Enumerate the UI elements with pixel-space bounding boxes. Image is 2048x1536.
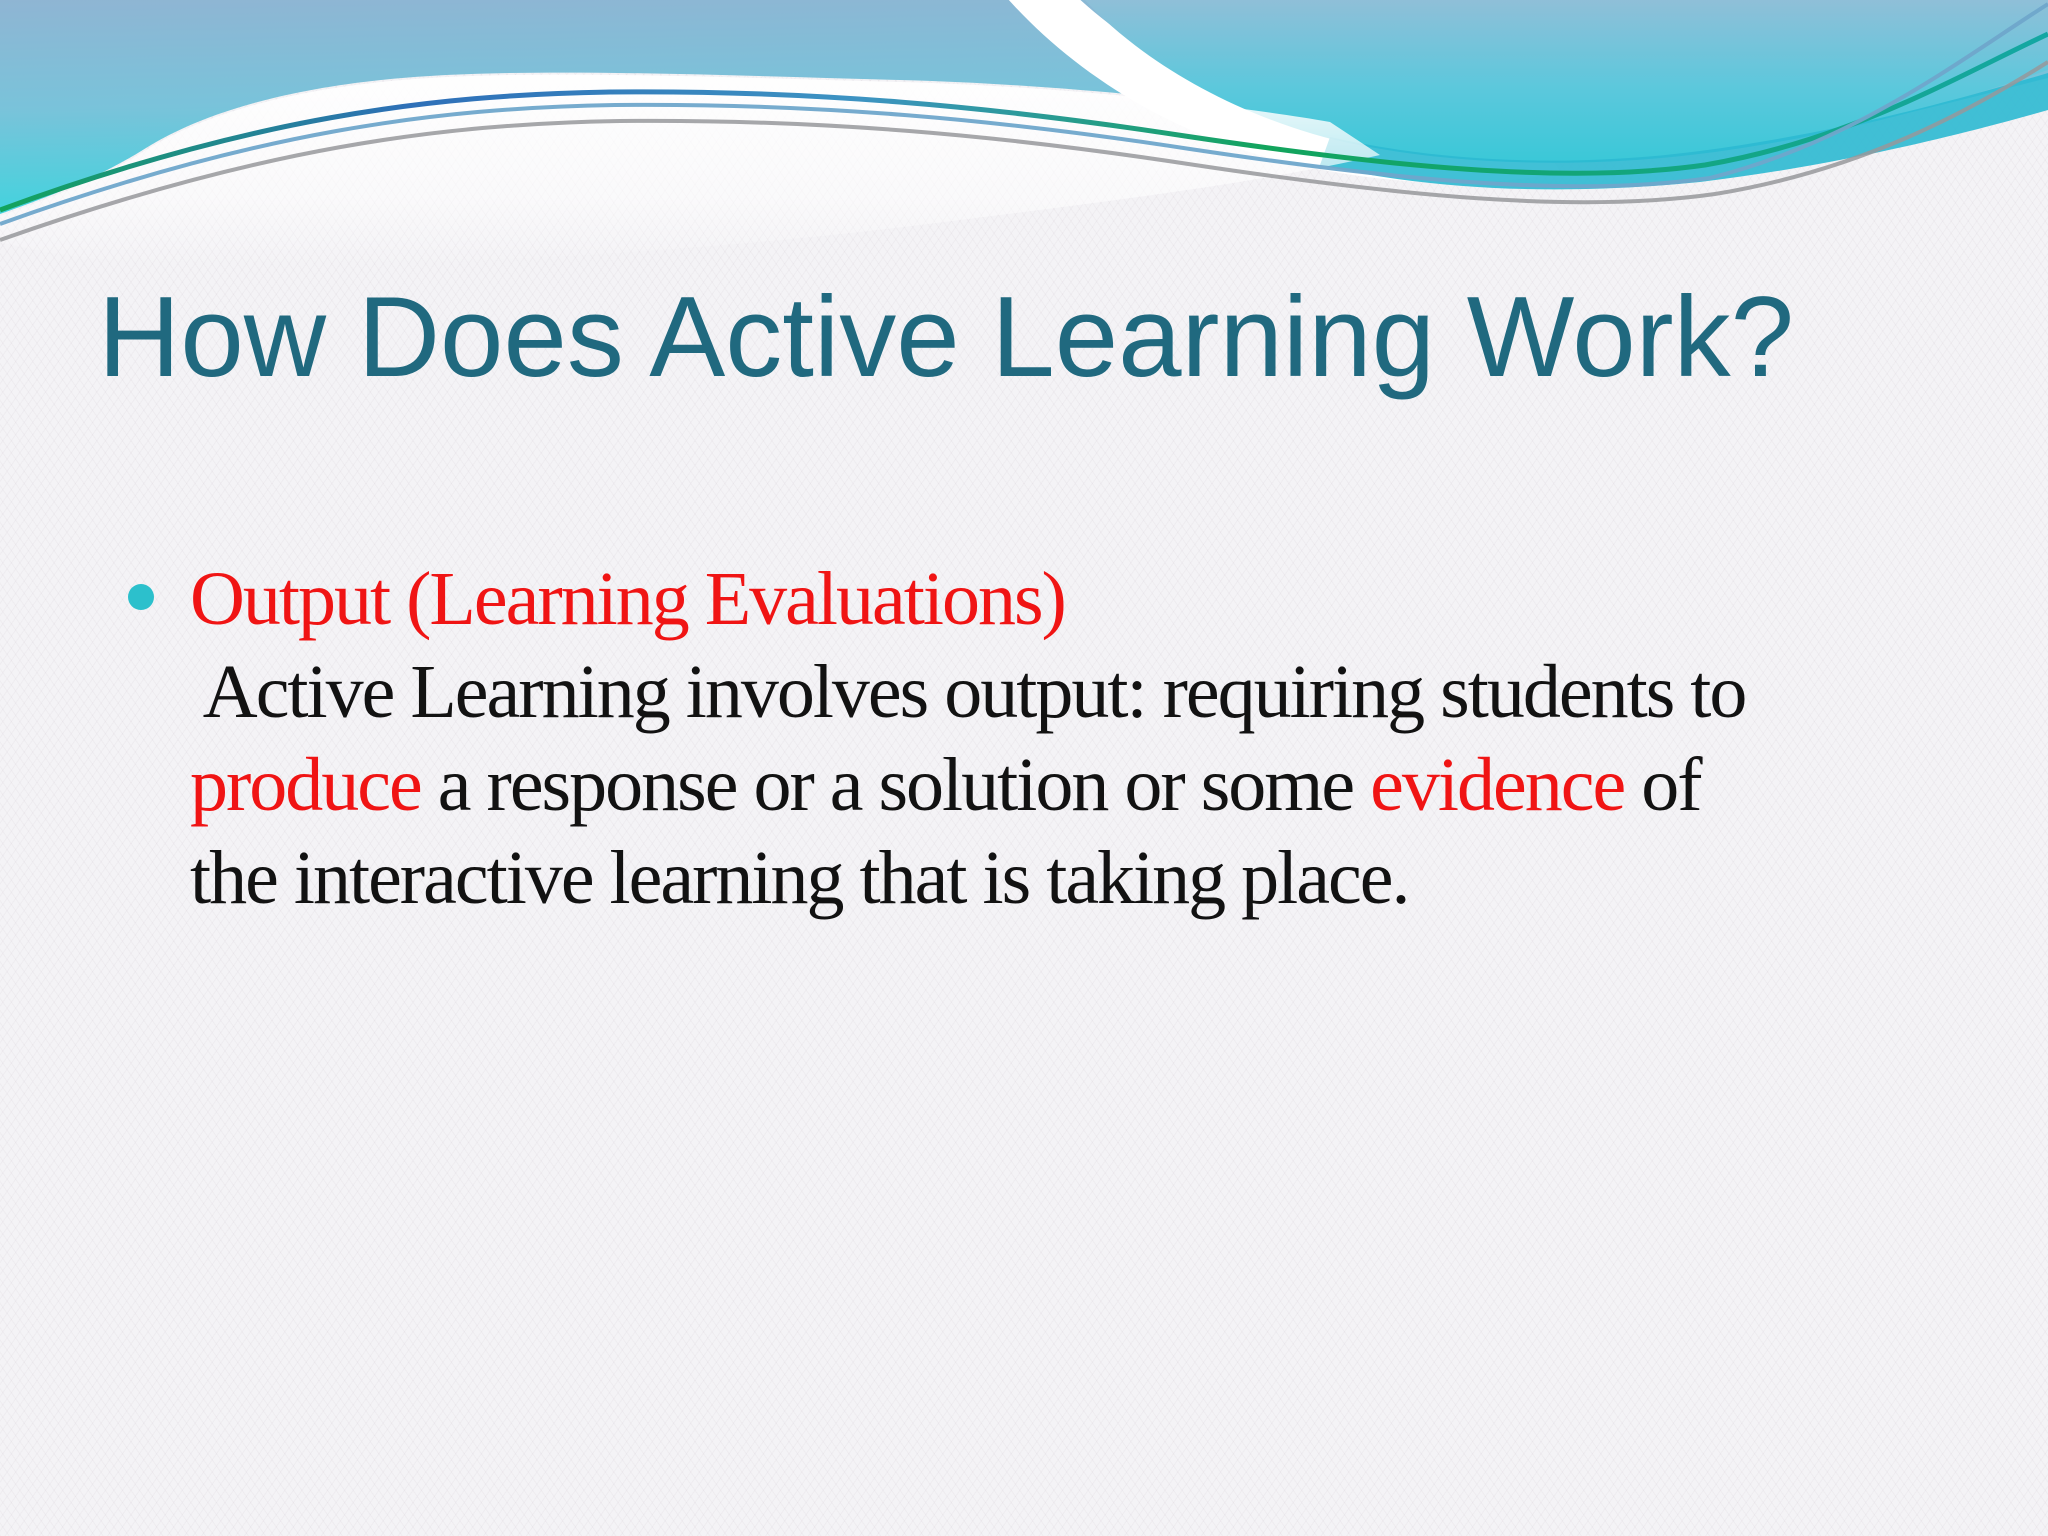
slide-title: How Does Active Learning Work?: [98, 274, 1795, 401]
bullet-heading-line: [190, 553, 2008, 646]
body-segment-emphasis: produce: [190, 743, 421, 827]
body-segment: a response or a solution or some: [420, 743, 1371, 827]
bullet-heading: Output (Learning Evaluations): [190, 557, 1065, 641]
bullet-row: [128, 553, 2008, 925]
bullet-body-line-2: [190, 739, 2008, 832]
body-segment-emphasis: evidence: [1370, 743, 1625, 827]
body-segment: of: [1624, 743, 1701, 827]
bullet-dot-icon: [128, 584, 154, 610]
bullet-paragraph: [128, 553, 2008, 925]
bullet-body-line-1: [190, 646, 2008, 739]
body-segment: Active Learning involves output: requiring students to: [190, 650, 1746, 734]
body-segment: the interactive learning that is taking place.: [190, 836, 1409, 920]
bullet-body-line-3: [190, 832, 2008, 925]
bullet-text: [190, 553, 2008, 925]
